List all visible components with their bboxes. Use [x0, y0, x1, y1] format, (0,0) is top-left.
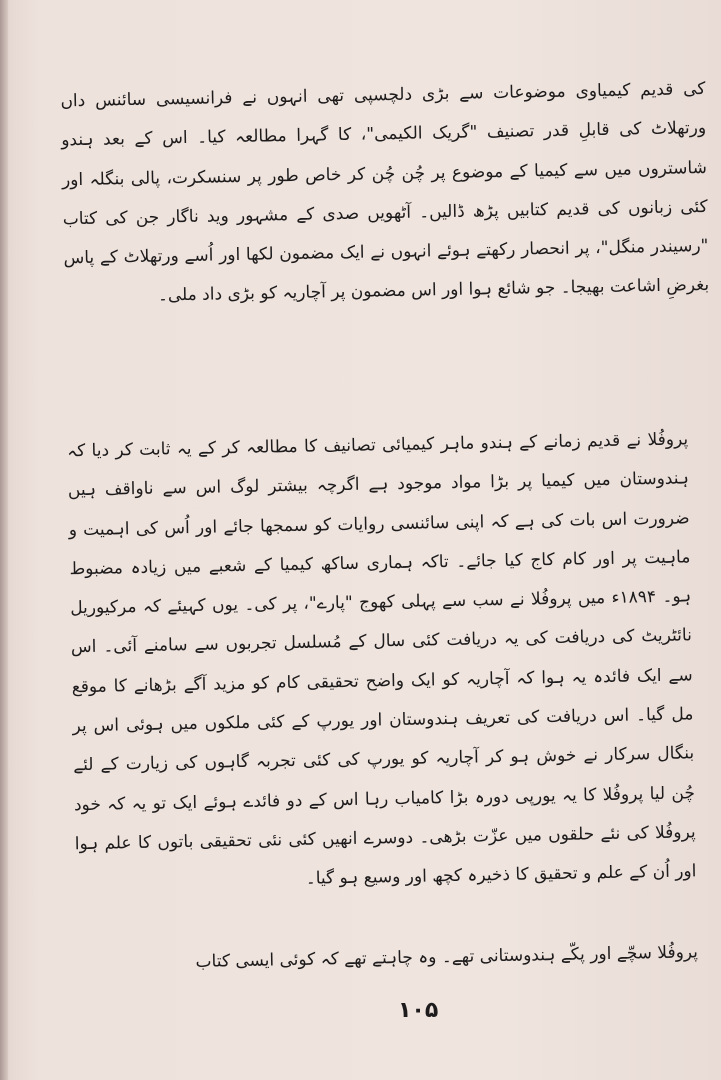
page-number: ۱۰۵ [398, 998, 439, 1023]
paragraph-1: کی قدیم کیمیاوی موضوعات سے بڑی دلچسپی تھی انہوں نے فرانسیسی سائنس داں ورتھلاٹ کی قابلِ قدر تصنیف "گریک الکیمی"، کا گہرا مطالعہ کیا۔ اس کے بعد ہندو شاستروں میں سے کیمیا کے موضوع پر چُن چُن کر خاص طور پر سنسکرت، پالی بنگلہ اور کئی زبانوں کی قدیم کتابیں پڑھ ڈالیں۔ آٹھویں صدی کے مشہور وید ناگار جن کی کتاب "رسیندر منگل"، پر انحصار رکھتے ہوئے انہوں نے ایک مضمون لکھا اور اُسے ورتھلاٹ کے پاس بغرضِ اشاعت بھیجا۔ جو شائع ہوا اور اس مضمون پر آچاریہ کو بڑی داد ملی۔ [60, 78, 710, 307]
book-spine-shadow [0, 0, 8, 1080]
body-text [60, 70, 721, 985]
paragraph-2: پروفُلا نے قدیم زمانے کے ہندو ماہر کیمیائی تصانیف کا مطالعہ کر کے یہ ثابت کر دیا کہ ہندوستان میں کیمیا پر بڑا مواد موجود ہے اگرچہ بیشتر لوگ اس سے ناواقف ہیں ضرورت اس بات کی ہے کہ اپنی سائنسی روایات کو سمجھا جائے اور اُس کی اہمیت و ماہیت پر اور کام کاج کیا جائے۔ تاکہ ہماری ساکھ کیمیا کے شعبے میں زیادہ مضبوط ہو۔ ۱۸۹۴ء میں پروفُلا نے سب سے پہلی کھوج "پارے"، پر کی۔ یوں کہیئے کہ مرکیوریل نائٹریٹ کی دریافت کی یہ دریافت کئی سال کے مُسلسل تجربوں سے سامنے آئی۔ اس سے ایک فائدہ یہ ہوا کہ آچاریہ کو ایک واضح تحقیقی کام کو مزید آگے بڑھانے کا موقع مل گیا۔ اس دریافت کی تعریف ہندوستان اور یورپ کے کئی ملکوں میں ہوئی اس پر بنگال سرکار نے خوش ہو کر آچاریہ کو یورپ کی کئی تجربہ گاہوں کی زیارت کے لئے چُن لیا پروفُلا کا یہ یورپی دورہ بڑا کامیاب رہا اس کے دو فائدے ہوئے ایک تو یہ کہ خود پروفُلا کی نئے حلقوں میں عزّت بڑھی۔ دوسرے انھیں کئی نئی تحقیقی باتوں کا علم ہوا اور اُن کے علم و تحقیق کا ذخیرہ کچھ اور وسیع ہو گیا۔ [67, 429, 697, 890]
paragraph-3: پروفُلا سچّے اور پکّے ہندوستانی تھے۔ وہ چاہتے تھے کہ کوئی ایسی کتاب [195, 942, 699, 972]
